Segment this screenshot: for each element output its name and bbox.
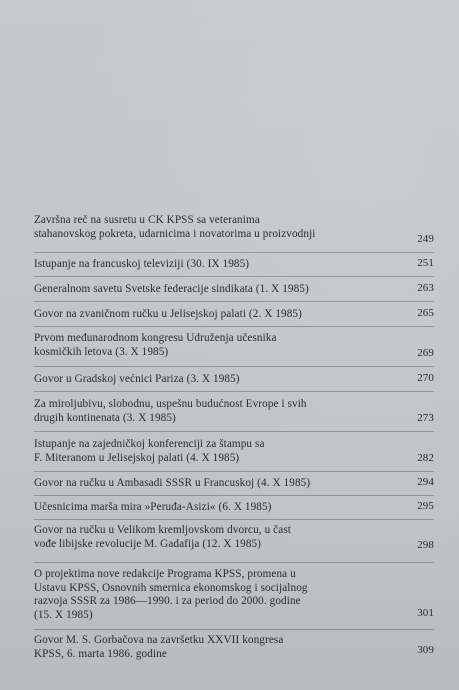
toc-entry [34, 253, 434, 277]
toc-page-number: 270 [417, 372, 434, 385]
toc-page-number: 282 [417, 452, 434, 465]
toc-entry [34, 367, 434, 392]
toc-page-number: 251 [417, 257, 434, 270]
toc-page-number: 294 [417, 476, 434, 489]
toc-entry-title-line: Govor na ručku u Velikom kremljovskom dvorcu, u čast [34, 524, 291, 536]
toc-entry [34, 472, 434, 496]
toc-entry [34, 630, 434, 668]
toc-entry [34, 302, 434, 327]
toc-entry-title-line: KPSS, 6. marta 1986. godine [34, 647, 167, 660]
toc-page-number: 295 [417, 500, 434, 513]
toc-entry-title-line: Govor u Gradskoj većnici Pariza (3. X 1985) [34, 373, 240, 385]
toc-entry-title-line: Učesnicima marša mira »Peruđa-Asizi« (6. X 1985) [34, 501, 272, 513]
toc-entry-title-line: Završna reč na susretu u CK KPSS sa veteranima [34, 214, 260, 226]
toc-entry-title-line: Za miroljubivu, slobodnu, uspešnu budućnost Evrope i svih [34, 398, 307, 410]
toc-entry [34, 520, 434, 563]
toc-entry-title-line: Generalnom savetu Svetske federacije sindikata (1. X 1985) [34, 283, 309, 295]
toc-page-number: 269 [417, 347, 434, 360]
toc-entry [34, 563, 434, 629]
toc-entry-title-line: Prvom međunarodnom kongresu Udruženja učesnika [34, 332, 277, 344]
toc-entry [34, 496, 434, 520]
toc-entry [34, 211, 434, 253]
toc-entry-title-line: Govor na zvaničnom ručku u Jelisejskoj palati (2. X 1985) [34, 308, 302, 320]
toc-page-number: 298 [417, 539, 434, 552]
toc-entry-title-line: drugih kontinenata (3. X 1985) [34, 411, 176, 424]
toc-entry [34, 432, 434, 472]
table-of-contents [34, 211, 434, 668]
toc-entry-title-line: O projektima nove redakcije Programa KPSS, promena u [34, 568, 296, 580]
toc-page-number: 301 [417, 607, 434, 620]
toc-entry-title-line: stahanovskog pokreta, udarnicima i novatorima u proizvodnji [34, 227, 316, 240]
toc-page-number: 309 [417, 644, 434, 657]
toc-entry-title-line: vođe libijske revolucije M. Gadafija (12. X 1985) [34, 537, 262, 550]
toc-entry-title-line: F. Miteranom u Jelisejskoj palati (4. X 1985) [34, 451, 240, 464]
toc-page-number: 265 [417, 307, 434, 320]
toc-page-number: 263 [417, 282, 434, 295]
toc-entry [34, 277, 434, 302]
toc-page-number: 249 [417, 233, 434, 246]
toc-page-number: 273 [417, 412, 434, 425]
toc-entry-title-line: Govor M. S. Gorbačova na završetku XXVII kongresa [34, 634, 284, 646]
toc-entry [34, 327, 434, 367]
toc-entry-title-line: razvoja SSSR za 1986—1990. i za period do 2000. godine [34, 595, 301, 608]
toc-entry-title-line: Istupanje na zajedničkoj konferenciji za štampu sa [34, 438, 265, 450]
toc-entry-title-line: Govor na ručku u Ambasadi SSSR u Francuskoj (4. X 1985) [34, 477, 311, 489]
toc-entry-title-line: (15. X 1985) [34, 608, 93, 621]
toc-entry [34, 392, 434, 432]
toc-entry-title-line: Ustavu KPSS, Osnovnih smernica ekonomskog i socijalnog [34, 581, 308, 594]
toc-entry-title-line: Istupanje na francuskoj televiziji (30. IX 1985) [34, 258, 250, 270]
toc-entry-title-line: kosmičkih letova (3. X 1985) [34, 345, 169, 358]
